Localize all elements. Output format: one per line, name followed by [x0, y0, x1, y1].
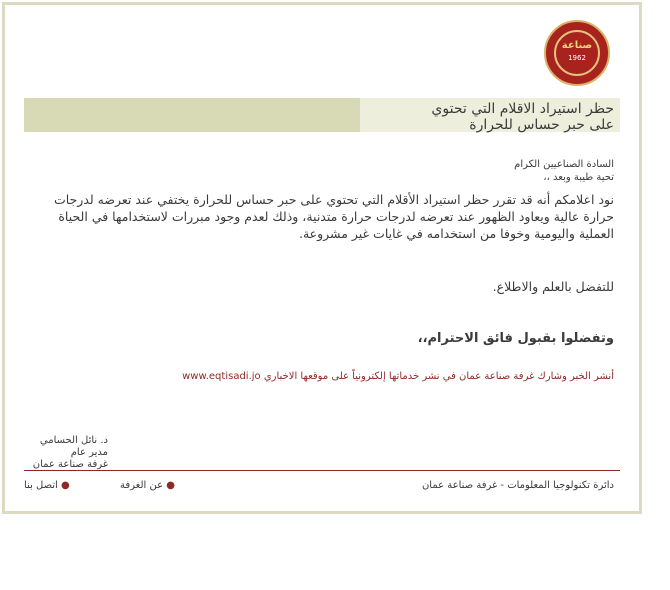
acknowledge-text: للتفضل بالعلم والاطلاع. [492, 279, 614, 294]
bullet-icon: ● [61, 480, 70, 491]
signature-title: مدير عام [70, 447, 108, 458]
page-title-line2: على حبر حساس للحرارة [469, 117, 614, 133]
signature-name: د. نائل الحسامي [39, 435, 108, 446]
salutation [514, 158, 614, 184]
announcement-paragraph: نود اعلامكم أنه قد تقرر حظر استيراد الأقلام التي تحتوي على حبر حساس للحرارة يختفي عند تعرضه لدرجات حرارة عالية ويعاود الظهور عند تعرضه لدرجات حرارة متدنية، وذلك لعدم وجود مبررات لاستخدامها في الحياة العملية واليومية وخوفا من استخدامه في غايات غير مشروعة. [53, 192, 614, 241]
logo-name-text: صناعة [561, 40, 593, 51]
contact-label: اتصل بنا [24, 480, 58, 491]
contact-link[interactable] [24, 480, 70, 491]
signature-org: غرفة صناعة عمان [32, 459, 108, 470]
footer-divider [24, 470, 620, 471]
logo-ring [554, 30, 600, 76]
logo-year-text: 1962 [568, 54, 586, 62]
department-text: دائرة تكنولوجيا المعلومات - غرفة صناعة عمان [421, 480, 614, 491]
about-link[interactable] [120, 480, 175, 491]
page-title [431, 101, 614, 133]
share-line [182, 371, 614, 382]
site-link[interactable]: www.eqtisadi.jo [182, 371, 261, 382]
signature-block [24, 435, 108, 471]
page-title-line1: حظر استيراد الاقلام التي تحتوي [431, 101, 614, 117]
salutation-line2: تحية طيبة وبعد ،، [543, 172, 614, 183]
salutation-line1: السادة الصناعيين الكرام [514, 159, 614, 170]
about-label: عن الغرفة [120, 480, 164, 491]
regards-text: وتفضلوا بقبول فائق الاحترام،، [417, 331, 614, 346]
share-text: أنشر الخبر وشارك غرفة صناعة عمان في نشر خدماتها إلكترونياً على موقعها الاخباري [263, 371, 614, 382]
chamber-logo [544, 20, 610, 86]
bullet-icon: ● [166, 480, 175, 491]
